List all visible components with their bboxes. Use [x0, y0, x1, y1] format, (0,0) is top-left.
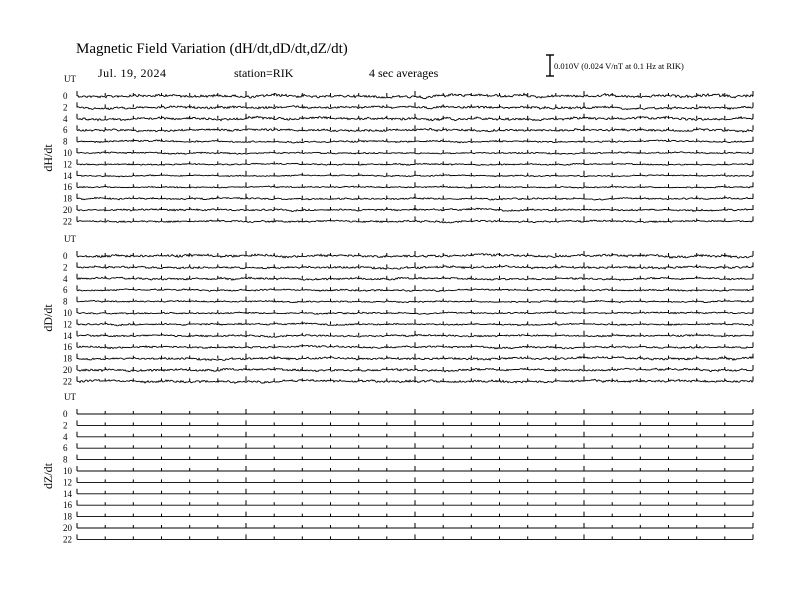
trace-hour-label: 20 [63, 205, 72, 215]
scale-bar [546, 55, 554, 76]
trace-hour-label: 4 [63, 431, 68, 442]
trace-hour-label: 20 [63, 365, 72, 375]
trace-hour-label: 12 [63, 477, 72, 488]
scale-bar-label: 0.010V (0.024 V/nT at 0.1 Hz at RIK) [554, 61, 684, 71]
trace-hour-label: 12 [63, 159, 72, 170]
trace-hour-label: 16 [63, 182, 72, 193]
trace-hour-label: 8 [63, 296, 68, 307]
panel-dz [41, 392, 753, 544]
trace-hour-label: 16 [63, 342, 72, 353]
trace-hour-label: 2 [63, 262, 68, 273]
chart-station: station=RIK [234, 66, 294, 80]
trace-hour-label: 14 [63, 330, 72, 341]
trace-hour-label: 10 [63, 148, 72, 158]
trace-hour-label: 6 [63, 443, 68, 454]
time-axis-label: UT [64, 234, 76, 244]
chart-title: Magnetic Field Variation (dH/dt,dD/dt,dZ/dt) [76, 41, 348, 57]
time-axis-label: UT [64, 392, 76, 402]
trace-hour-label: 4 [63, 273, 68, 284]
trace-hour-label: 8 [63, 454, 68, 465]
trace-hour-label: 18 [63, 511, 72, 522]
trace-hour-label: 0 [63, 251, 68, 261]
trace-hour-label: 2 [63, 420, 68, 431]
trace-hour-label: 16 [63, 500, 72, 511]
panel-ylabel: dD/dt [41, 304, 55, 332]
trace-hour-label: 0 [63, 409, 68, 419]
trace-hour-label: 20 [63, 523, 72, 533]
chart-date: Jul. 19, 2024 [98, 66, 167, 80]
trace-hour-label: 14 [63, 170, 72, 181]
panel-dh [41, 74, 753, 226]
trace-hour-label: 12 [63, 319, 72, 330]
panel-ylabel: dH/dt [41, 144, 55, 172]
trace-hour-label: 18 [63, 193, 72, 204]
trace-hour-label: 0 [63, 91, 68, 101]
panel-dd [41, 234, 753, 386]
trace-hour-label: 4 [63, 113, 68, 124]
trace-hour-label: 22 [63, 534, 72, 545]
chart-averaging: 4 sec averages [369, 66, 439, 80]
trace-hour-label: 22 [63, 216, 72, 227]
trace-hour-label: 6 [63, 125, 68, 136]
trace-hour-label: 18 [63, 353, 72, 364]
trace-hour-label: 10 [63, 466, 72, 476]
panel-ylabel: dZ/dt [41, 463, 55, 489]
trace-hour-label: 14 [63, 488, 72, 499]
trace-panels [41, 74, 753, 544]
trace-hour-label: 22 [63, 376, 72, 387]
trace-hour-label: 8 [63, 136, 68, 147]
time-axis-label: UT [64, 74, 76, 84]
trace-hour-label: 2 [63, 102, 68, 113]
trace-hour-label: 6 [63, 285, 68, 296]
trace-hour-label: 10 [63, 308, 72, 318]
